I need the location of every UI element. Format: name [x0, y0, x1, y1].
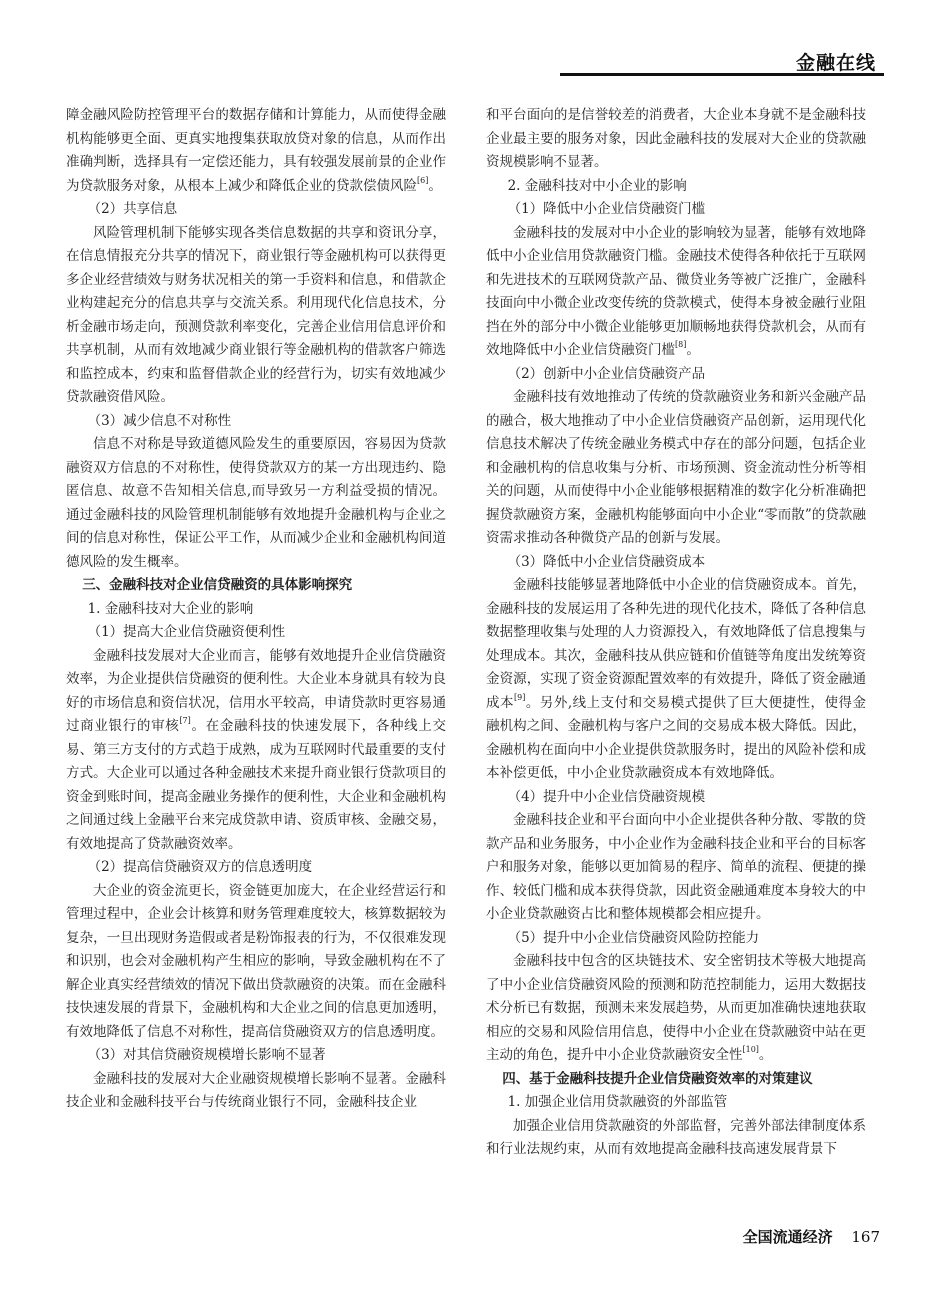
subsection-heading	[66, 856, 446, 880]
paragraph-text: （2）共享信息	[87, 201, 178, 217]
body-paragraph	[66, 645, 446, 857]
subsection-heading	[66, 1044, 446, 1068]
paragraph-text: 加强企业信用贷款融资的外部监督，完善外部法律制度体系和行业法规约束，从而有效地提高金融科技高速发展背景下	[486, 1117, 866, 1157]
paragraph-text-tail: 。另外,线上支付和交易模式提供了巨大便捷性，使得金融机构之间、金融机构与客户之间的交易成本极大降低。因此，金融机构在面向中小企业提供贷款服务时，提出的风险补偿和成本补偿更低，中小企业贷款融资成本有效地降低。	[486, 694, 867, 781]
paragraph-text: 和平台面向的是信誉较差的消费者，大企业本身就不是金融科技企业最主要的服务对象，因此金融科技的发展对大企业的贷款融资规模影响不显著。	[486, 107, 866, 170]
body-paragraph	[66, 433, 446, 574]
header-rule	[560, 73, 884, 76]
paragraph-text: （1）提高大企业信贷融资便利性	[87, 624, 286, 640]
subsection-heading	[486, 1091, 866, 1115]
citation-ref: [10]	[742, 1045, 759, 1054]
paragraph-text: 2. 金融科技对中小企业的影响	[507, 177, 687, 194]
paragraph-text: （3）减少信息不对称性	[87, 412, 232, 429]
subsection-heading	[66, 598, 446, 622]
body-paragraph	[66, 222, 446, 410]
paragraph-text: （3）降低中小企业信贷融资成本	[507, 553, 706, 570]
citation-ref: [9]	[514, 692, 526, 702]
citation-ref: [7]	[179, 716, 191, 725]
paragraph-text: （4）提升中小企业信贷融资规模	[507, 788, 706, 805]
body-paragraph	[66, 880, 446, 1045]
body-paragraph	[486, 950, 866, 1068]
paragraph-text: 金融科技的发展对中小企业的影响较为显著，能够有效地降低中小企业信用贷款融资门槛。金融技术使得各种依托于互联网和先进技术的互联网贷款产品、微贷业务等被广泛推广，金融科技面向中小微企业改变传统的贷款模式，使得本身被金融行业阻挡在外的部分中小微企业能够更加顺畅地获得贷款机会，从而有效地降低中小企业信贷融资门槛	[486, 224, 866, 358]
page-number: 167	[851, 1228, 880, 1246]
subsection-heading	[486, 363, 866, 387]
paragraph-text: 四、基于金融科技提升企业信贷融资效率的对策建议	[502, 1070, 813, 1087]
paragraph-text: （5）提升中小企业信贷融资风险防控能力	[507, 929, 760, 946]
paragraph-text: 风险管理机制下能够实现各类信息数据的共享和资讯分享，在信息情报充分共享的情况下，商业银行等金融机构可以获得更多企业经营绩效与财务状况相关的第一手资料和信息，和借款企业构建起充分的信息共享与交流关系。利用现代化信息技术，分析金融市场走向，预测贷款利率变化，完善企业信用信息评价和共享机制，从而有效地减少商业银行等金融机构的借款客户筛选和监控成本，约束和监督借款企业的经营行为，切实有效地减少贷款融资借风险。	[66, 224, 446, 405]
paragraph-text: 大企业的资金流更长，资金链更加庞大，在企业经营运行和管理过程中，企业会计核算和财务管理难度较大，核算数据较为复杂，一旦出现财务造假或者是粉饰报表的行为，不仅很难发现和识别，也会对金融机构产生相应的影响，导致金融机构在不了解企业真实经营绩效的情况下做出贷款融资的决策。而在金融科技快速发展的背景下，金融机构和大企业之间的信息更加透明，有效地降低了信息不对称性，提高信贷融资双方的信息透明度。	[66, 882, 446, 1040]
subsection-heading	[66, 410, 446, 434]
right-column	[486, 104, 866, 1162]
paragraph-text-tail: 。	[428, 177, 442, 194]
paragraph-text: 1. 加强企业信用贷款融资的外部监管	[507, 1094, 728, 1110]
paragraph-text: 三、金融科技对企业信贷融资的具体影响探究	[82, 577, 353, 593]
subsection-heading	[486, 927, 866, 951]
paragraph-text: 金融科技企业和平台面向中小企业提供各种分散、零散的贷款产品和业务服务，中小企业作为金融科技企业和平台的目标客户和服务对象，能够以更加简易的程序、简单的流程、便捷的操作、较低门槛和成本获得贷款，因此资金融通难度本身较大的中小企业贷款融资占比和整体规模都会相应提升。	[486, 812, 866, 922]
paragraph-text: （2）提高信贷融资双方的信息透明度	[87, 859, 313, 875]
body-paragraph	[66, 1068, 446, 1115]
paragraph-text-tail: 。	[686, 342, 700, 358]
journal-name: 全国流通经济	[742, 1228, 833, 1246]
citation-ref: [8]	[675, 340, 687, 349]
paragraph-text-tail: 。	[758, 1047, 773, 1063]
body-paragraph	[486, 809, 866, 927]
paragraph-text: 金融科技的发展对大企业融资规模增长影响不显著。金融科技企业和金融科技平台与传统商业银行不同，金融科技企业	[66, 1070, 446, 1110]
paragraph-text: 障金融风险防控管理平台的数据存储和计算能力，从而使得金融机构能够更全面、更真实地搜集获取放贷对象的信息，从而作出准确判断，选择具有一定偿还能力，具有较强发展前景的企业作为贷款服务对象，从根本上减少和降低企业的贷款偿债风险	[66, 107, 446, 194]
section-heading	[486, 1068, 866, 1092]
paragraph-text-tail: 。在金融科技的快速发展下，各种线上交易、第三方支付的方式趋于成熟，成为互联网时代最重要的支付方式。大企业可以通过各种金融技术来提升商业银行贷款项目的资金到账时间，提高金融业务操作的便利性，大企业和金融机构之间通过线上金融平台来完成贷款申请、资质审核、金融交易，有效地提高了贷款融资效率。	[66, 718, 447, 852]
paragraph-text: 金融科技发展对大企业而言，能够有效地提升企业信贷融资效率，为企业提供信贷融资的便利性。大企业本身就具有较为良好的市场信息和资信状况，信用水平较高，申请贷款时更容易通过商业银行的审核	[66, 647, 446, 734]
body-paragraph	[486, 386, 866, 551]
body-paragraph	[486, 574, 866, 786]
column-title: 金融在线	[795, 52, 876, 74]
paragraph-text: （1）降低中小企业信贷融资门槛	[507, 201, 706, 217]
subsection-heading	[486, 198, 866, 222]
left-column	[66, 104, 446, 1115]
subsection-heading	[486, 551, 866, 575]
subsection-heading	[66, 198, 446, 222]
paragraph-text: 金融科技能够显著地降低中小企业的信贷融资成本。首先，金融科技的发展运用了各种先进的现代化技术，降低了各种信息数据整理收集与处理的人力资源投入，有效地降低了信息搜集与处理成本。其次，金融科技从供应链和价值链等角度出发统筹资金资源，实现了资金资源配置效率的有效提升，降低了资金融通成本	[486, 577, 866, 711]
citation-ref: [6]	[417, 175, 429, 185]
body-paragraph	[486, 1115, 866, 1162]
subsection-heading	[486, 786, 866, 810]
page-footer	[743, 1226, 880, 1247]
body-paragraph-continued	[66, 104, 446, 198]
body-paragraph-continued	[486, 104, 866, 175]
body-paragraph	[486, 222, 866, 363]
paragraph-text: 信息不对称是导致道德风险发生的重要原因，容易因为贷款融资双方信息的不对称性，使得贷款双方的某一方出现违约、隐匿信息、故意不告知相关信息,而导致另一方利益受损的情况。通过金融科技的风险管理机制能够有效地提升金融机构与企业之间的信息对称性，保证公平工作，从而减少企业和金融机构间道德风险的发生概率。	[66, 436, 446, 570]
paragraph-text: 金融科技中包含的区块链技术、安全密钥技术等极大地提高了中小企业信贷融资风险的预测和防范控制能力，运用大数据技术分析已有数据，预测未来发展趋势，从而更加准确快速地获取相应的交易和风险信用信息，使得中小企业在贷款融资中站在更主动的角色，提升中小企业贷款融资安全性	[486, 953, 866, 1063]
paragraph-text: （3）对其信贷融资规模增长影响不显著	[87, 1047, 326, 1063]
paragraph-text: 1. 金融科技对大企业的影响	[87, 600, 254, 617]
subsection-heading	[66, 621, 446, 645]
paragraph-text: （2）创新中小企业信贷融资产品	[507, 365, 706, 382]
subsection-heading	[486, 175, 866, 199]
section-heading	[66, 574, 446, 598]
paragraph-text: 金融科技有效地推动了传统的贷款融资业务和新兴金融产品的融合，极大地推动了中小企业信贷融资产品创新，运用现代化信息技术解决了传统金融业务模式中存在的部分问题，包括企业和金融机构的信息收集与分析、市场预测、资金流动性分析等相关的问题，从而使得中小企业能够根据精准的数字化分析准确把握贷款融资方案，金融机构能够面向中小企业“零而散”的贷款融资需求推动各种微贷产品的创新与发展。	[486, 389, 866, 546]
